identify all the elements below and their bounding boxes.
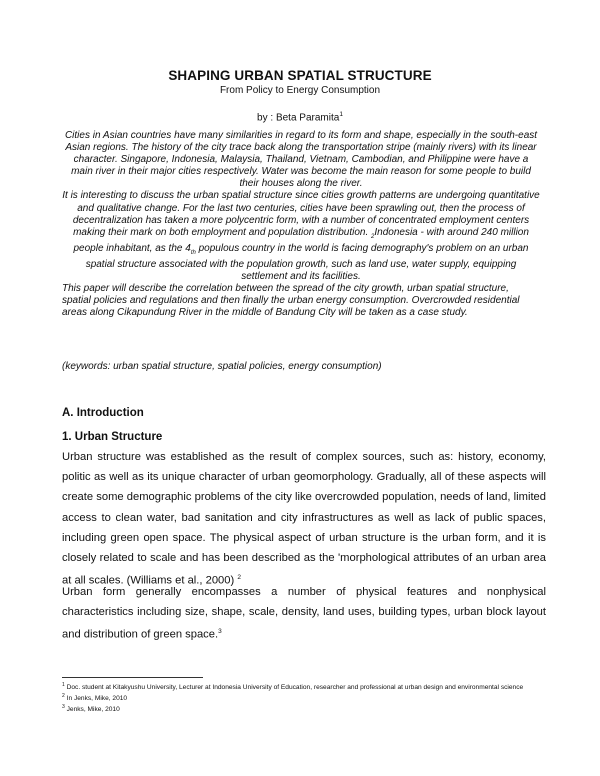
footnote-2 xyxy=(62,692,546,703)
abstract-paragraph-2-part-a: It is interesting to discuss the urban spatial structure since cities growth patterns are undergoing quantitative and qualitative change. For the last two centuries, cities have been sprawling out, then the process of decentralization has taken a more polycentric form, with a number of concentrated employment centers making their mark on both employment and population distribution. xyxy=(62,190,540,238)
footnote-text: Doc. student at Kitakyushu University, Lecturer at Indonesia University of Education, researcher and professional at urban design and environmental science xyxy=(66,684,524,692)
footnote-divider xyxy=(62,677,203,678)
section-heading-introduction: A. Introduction xyxy=(62,407,144,419)
footnote-number: 1 xyxy=(62,682,65,688)
abstract-paragraph-2 xyxy=(62,190,540,283)
body-paragraph-2 xyxy=(62,582,546,645)
keywords: (keywords: urban spatial structure, spatial policies, energy consumption) xyxy=(62,361,382,372)
footnote-text: Jenks, Mike, 2010 xyxy=(66,706,120,714)
abstract-footnote-ref: 2 xyxy=(371,233,375,240)
abstract-paragraph-1: Cities in Asian countries have many similarities in regard to its form and shape, especially in the south-east Asian regions. The history of the city trace back along the transportation stripe (mainly rivers) with its linear character. Singapore, Indonesia, Malaysia, Thailand, Vietnam, Cambodian, and Philippine were have a main river in their major cities respectively. Water was become the main reason for some people to build their houses along the river. xyxy=(64,130,538,190)
abstract-paragraph-2-part-c: populous country in the world is facing demography's problem on an urban spatial structure associated with the population growth, such as land use, water supply, equipping settlement and its facilities. xyxy=(85,242,529,283)
body-paragraph-1 xyxy=(62,447,546,591)
abstract xyxy=(62,130,540,319)
abstract-ordinal-suffix: th xyxy=(190,249,196,256)
footnote-1 xyxy=(62,681,546,692)
footnote-3 xyxy=(62,703,546,714)
paper-title: SHAPING URBAN SPATIAL STRUCTURE xyxy=(168,68,432,83)
author-name: by : Beta Paramita xyxy=(257,112,340,124)
subsection-heading-urban-structure: 1. Urban Structure xyxy=(62,431,163,443)
paper-subtitle: From Policy to Energy Consumption xyxy=(219,85,381,96)
footnotes xyxy=(62,681,546,715)
author-footnote-ref: 1 xyxy=(339,111,343,118)
footnote-text: In Jenks, Mike, 2010 xyxy=(66,695,128,703)
abstract-paragraph-2-part-b: Indonesia - with around 240 million people inhabitant, as the 4 xyxy=(73,226,529,254)
body-footnote-ref-3: 3 xyxy=(218,628,222,636)
footnote-number: 2 xyxy=(62,693,65,700)
footnote-number: 3 xyxy=(62,704,65,711)
body-footnote-ref-2: 2 xyxy=(237,574,241,582)
body-paragraph-2-text: Urban form generally encompasses a number of physical features and nonphysical characteristics including size, shape, scale, density, land uses, building types, urban block layout and distribution of green space. xyxy=(62,586,546,642)
body-paragraph-1-text: Urban structure was established as the result of complex sources, such as: history, economy, politic as well as its unique character of urban geomorphology. Gradually, all of these aspects will create some demographic problems of the city like overcrowded population, needs of land, limited access to clean water, bad sanitation and city infrastructures as well as lack of public spaces, including green open space. The physical aspect of urban structure is the urban form, and it is closely related to scale and has been described as the 'morphological attributes of an urban area at all scales. (Williams et al., 2000) xyxy=(62,451,546,587)
author-byline xyxy=(0,111,600,123)
abstract-paragraph-3: This paper will describe the correlation between the spread of the city growth, urban spatial structure, spatial policies and regulations and then finally the urban energy consumption. Overcrowded residential areas along Cikapundung River in the middle of Bandung City will be taken as a case study. xyxy=(62,283,520,319)
